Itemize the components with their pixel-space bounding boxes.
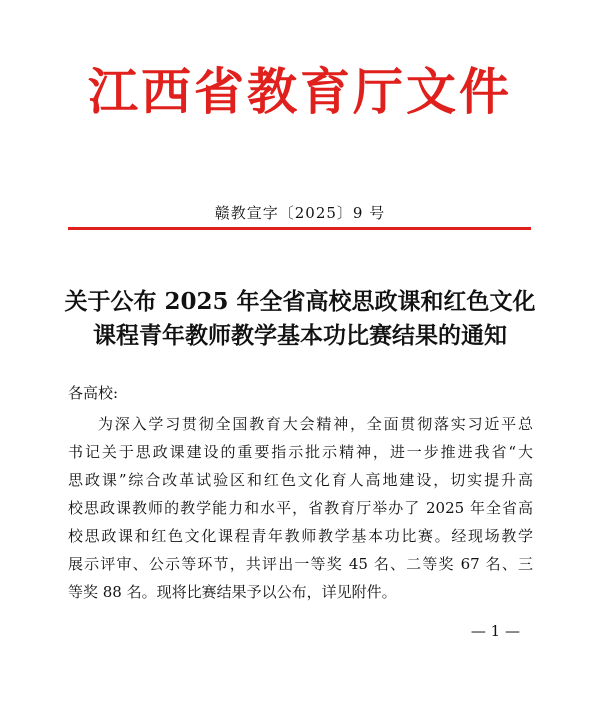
paragraph-line: 校思政课教师的教学能力和水平，省教育厅举办了 2025 年全省高	[68, 499, 533, 517]
paragraph-line: 为深入学习贯彻全国教育大会精神，全面贯彻落实习近平总	[98, 415, 533, 433]
notice-title-line-2: 课程青年教师教学基本功比赛结果的通知	[93, 322, 507, 349]
paragraph-line: 思政课”综合改革试验区和红色文化育人高地建设，切实提升高	[68, 471, 533, 489]
paragraph-line: 书记关于思政课建设的重要指示批示精神，进一步推进我省“大	[68, 443, 533, 461]
notice-title	[0, 285, 600, 353]
paragraph-line: 等奖 88 名。现将比赛结果予以公布，详见附件。	[68, 583, 397, 601]
body-paragraph	[68, 410, 533, 606]
red-divider-line	[68, 227, 531, 230]
issuing-authority-title: 江西省教育厅文件	[88, 62, 512, 121]
paragraph-line: 校思政课和红色文化课程青年教师教学基本功比赛。经现场教学	[68, 527, 533, 545]
page-number: — 1 —	[470, 622, 520, 640]
notice-title-line-1: 关于公布 2025 年全省高校思政课和红色文化	[64, 288, 536, 315]
document-number: 赣教宣字〔2025〕9 号	[214, 204, 386, 222]
paragraph-line: 展示评审、公示等环节，共评出一等奖 45 名、二等奖 67 名、三	[68, 555, 533, 573]
salutation: 各高校:	[68, 384, 119, 402]
